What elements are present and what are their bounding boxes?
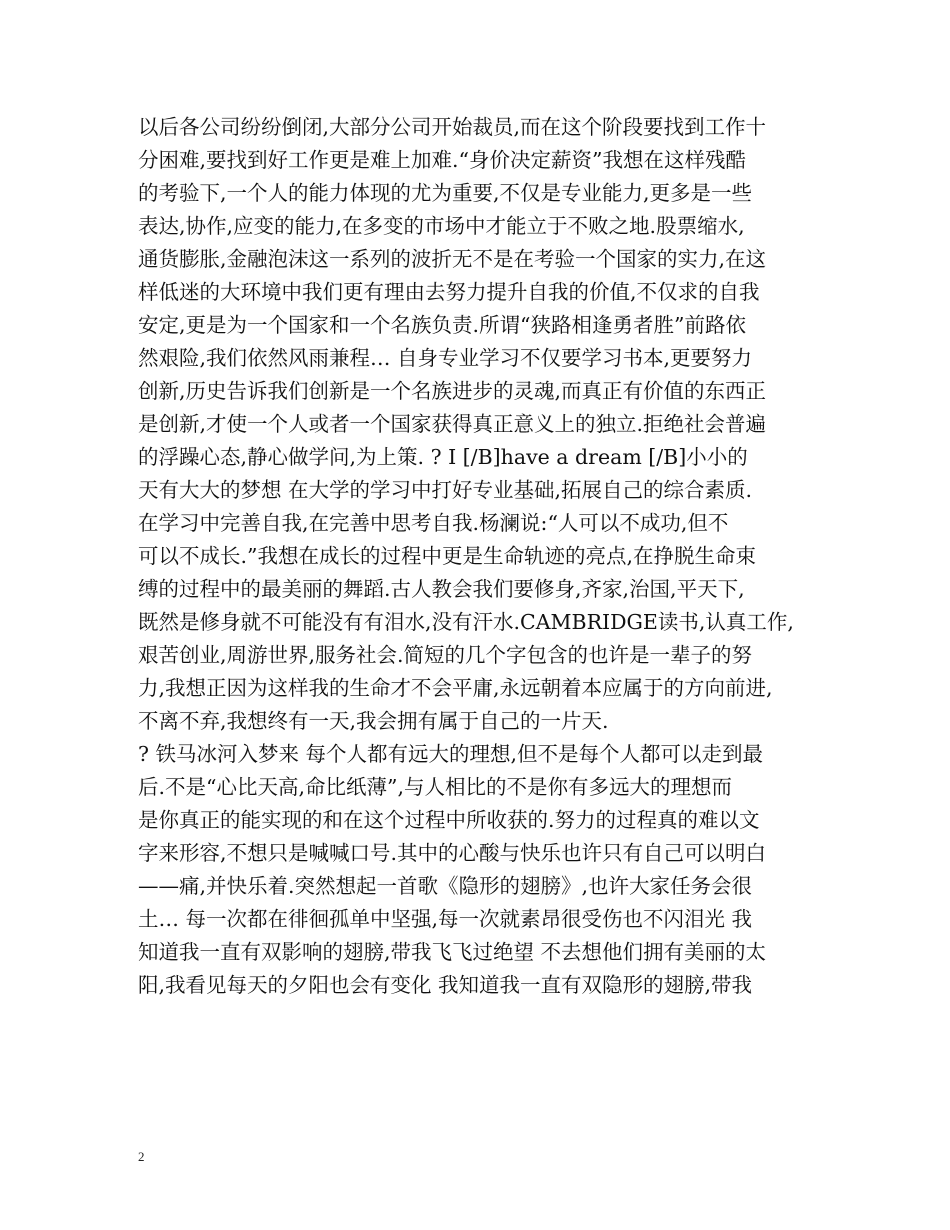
text-line: 缚的过程中的最美丽的舞蹈.古人教会我们要修身,齐家,治国,平天下, <box>138 577 745 601</box>
text-line: 然艰险,我们依然风雨兼程… 自身专业学习不仅要学习书本,更要努力 <box>138 346 753 370</box>
text-line: 是你真正的能实现的和在这个过程中所收获的.努力的过程真的难以文 <box>138 808 760 832</box>
text-line: 后.不是“心比天高,命比纸薄”,与人相比的不是你有多远大的理想而 <box>138 775 733 799</box>
text-line: ——痛,并快乐着.突然想起一首歌《隐形的翅膀》,也许大家任务会很 <box>138 874 753 898</box>
text-line: ? 铁马冰河入梦来 每个人都有远大的理想,但不是每个人都可以走到最 <box>138 742 764 766</box>
text-line: 分困难,要找到好工作更是难上加难.“身价决定薪资”我想在这样残酷 <box>138 148 746 172</box>
text-line: 的浮躁心态,静心做学问,为上策. ? I [/B]have a dream [/B]小小的 <box>138 445 748 469</box>
text-line: 阳,我看见每天的夕阳也会有变化 我知道我一直有双隐形的翅膀,带我 <box>138 973 753 997</box>
text-line: 是创新,才使一个人或者一个国家获得真正意义上的独立.拒绝社会普遍 <box>138 412 767 436</box>
text-line: 可以不成长.”我想在成长的过程中更是生命轨迹的亮点,在挣脱生命束 <box>138 544 757 568</box>
text-line: 土… 每一次都在徘徊孤单中坚强,每一次就素昂很受伤也不闪泪光 我 <box>138 907 753 931</box>
text-line: 通货膨胀,金融泡沫这一系列的波折无不是在考验一个国家的实力,在这 <box>138 247 767 271</box>
text-line: 天有大大的梦想 在大学的学习中打好专业基础,拓展自己的综合素质. <box>138 478 753 502</box>
text-line: 知道我一直有双影响的翅膀,带我飞飞过绝望 不去想他们拥有美丽的太 <box>138 940 767 964</box>
text-line: 创新,历史告诉我们创新是一个名族进步的灵魂,而真正有价值的东西正 <box>138 379 767 403</box>
body-text <box>138 111 828 1002</box>
page-number: 2 <box>138 1149 145 1164</box>
text-line: 既然是修身就不可能没有有泪水,没有汗水.CAMBRIDGE读书,认真工作, <box>138 610 794 634</box>
text-line: 表达,协作,应变的能力,在多变的市场中才能立于不败之地.股票缩水, <box>138 214 745 238</box>
text-line: 艰苦创业,周游世界,服务社会.简短的几个字包含的也许是一辈子的努 <box>138 643 753 667</box>
text-line: 不离不弃,我想终有一天,我会拥有属于自己的一片天. <box>138 709 609 733</box>
text-line: 力,我想正因为这样我的生命才不会平庸,永远朝着本应属于的方向前进, <box>138 676 773 700</box>
text-line: 在学习中完善自我,在完善中思考自我.杨澜说:“人可以不成功,但不 <box>138 511 729 535</box>
text-line: 安定,更是为一个国家和一个名族负责.所谓“狭路相逢勇者胜”前路依 <box>138 313 746 337</box>
text-line: 以后各公司纷纷倒闭,大部分公司开始裁员,而在这个阶段要找到工作十 <box>138 115 767 139</box>
text-line: 样低迷的大环境中我们更有理由去努力提升自我的价值,不仅求的自我 <box>138 280 760 304</box>
text-line: 的考验下,一个人的能力体现的尤为重要,不仅是专业能力,更多是一些 <box>138 181 753 205</box>
text-line: 字来形容,不想只是喊喊口号.其中的心酸与快乐也许只有自己可以明白 <box>138 841 767 865</box>
